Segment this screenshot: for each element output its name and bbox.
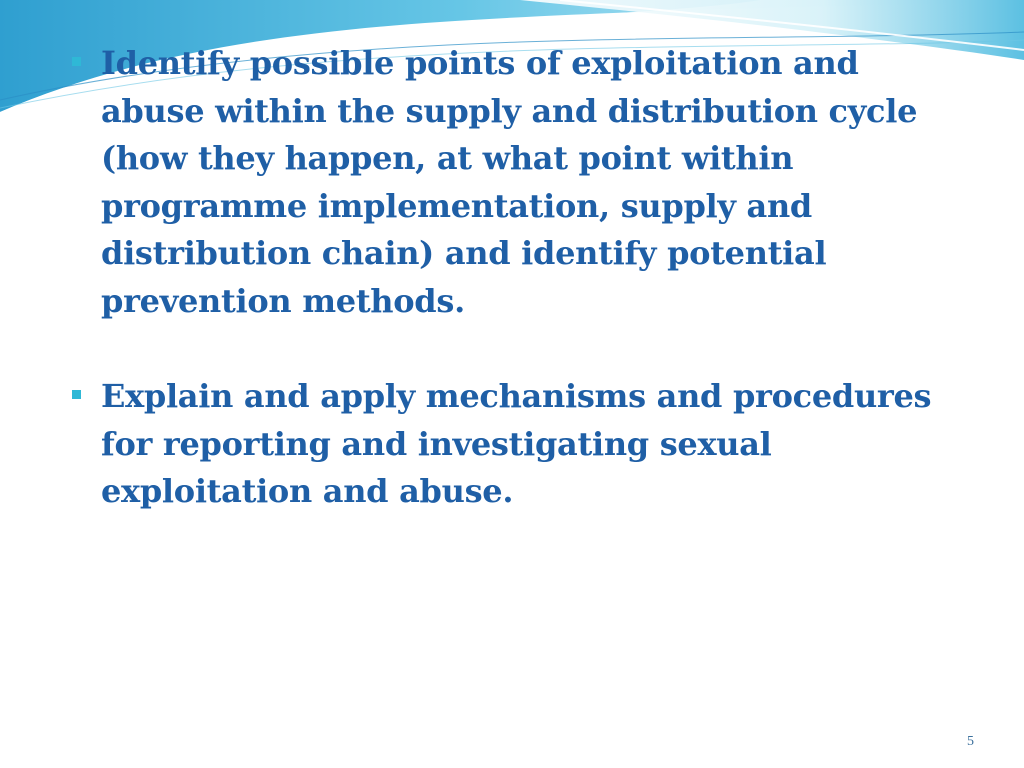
page-number: 5 [967,734,974,749]
square-bullet-icon [72,390,81,399]
bullet-text: Explain and apply mechanisms and procedures for reporting and investigating sexual exploitation and abuse. [101,377,932,510]
bullet-item-reporting [72,373,952,516]
bullet-list [72,40,952,516]
bullet-item-supply-chain [72,40,952,325]
bullet-text: Identify possible points of exploitation and abuse within the supply and distribution cycle (how they happen, at what point within programme implementation, supply and distribution chain) and identify potential prevention methods. [101,44,918,320]
square-bullet-icon [72,57,81,66]
